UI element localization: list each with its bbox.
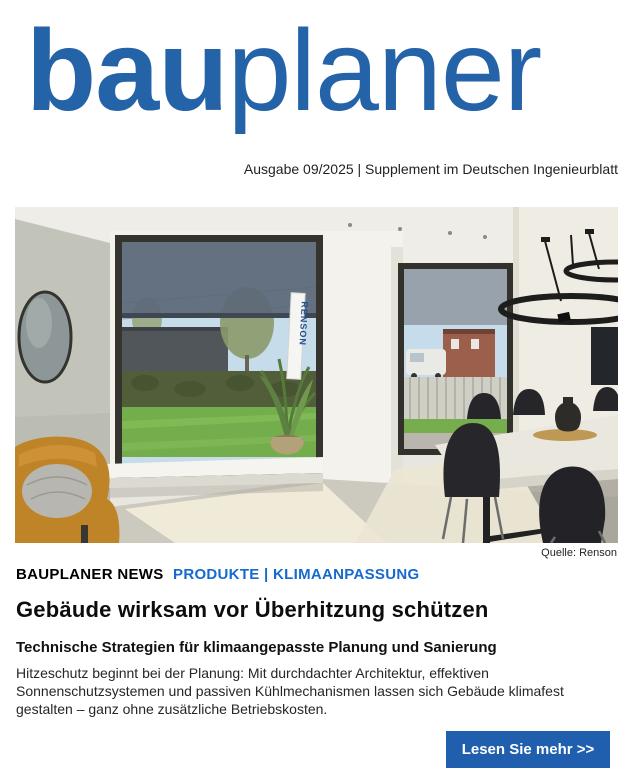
category-topics[interactable]: PRODUKTE | KLIMAANPASSUNG — [173, 566, 420, 583]
renson-flag-text: RENSON — [297, 301, 310, 347]
article-title: Gebäude wirksam vor Überhitzung schützen — [16, 597, 489, 622]
logo-part-planer: planer — [227, 7, 542, 135]
street-view — [404, 269, 507, 449]
hero-photo-illustration — [15, 207, 618, 543]
logo-part-bau: bau — [26, 7, 228, 135]
tv-screen — [591, 327, 618, 385]
bauplaner-logo — [26, 7, 542, 135]
read-more-button[interactable]: Lesen Sie mehr >> — [446, 731, 610, 768]
issue-line: Ausgabe 09/2025 | Supplement im Deutschen Ingenieurblatt — [243, 161, 618, 177]
divider-wall — [323, 231, 403, 485]
category-line — [16, 566, 419, 583]
cushion — [22, 464, 92, 518]
article-subtitle: Technische Strategien für klimaangepasste Planung und Sanierung — [16, 639, 497, 656]
image-credit: Quelle: Renson — [541, 547, 617, 559]
side-window — [398, 263, 513, 455]
category-brand: BAUPLANER NEWS — [16, 566, 164, 583]
wall-mirror — [19, 292, 71, 382]
hero-image — [15, 207, 618, 543]
article-teaser: Hitzeschutz beginnt bei der Planung: Mit durchdachter Architektur, effektiven Sonnenschutzsystemen und passiven Kühlmechanismen lassen sich Gebäude klimafest gestalten – ganz ohne zusätzliche Betriebskosten. — [16, 665, 564, 717]
window-screen-shade — [122, 242, 316, 318]
